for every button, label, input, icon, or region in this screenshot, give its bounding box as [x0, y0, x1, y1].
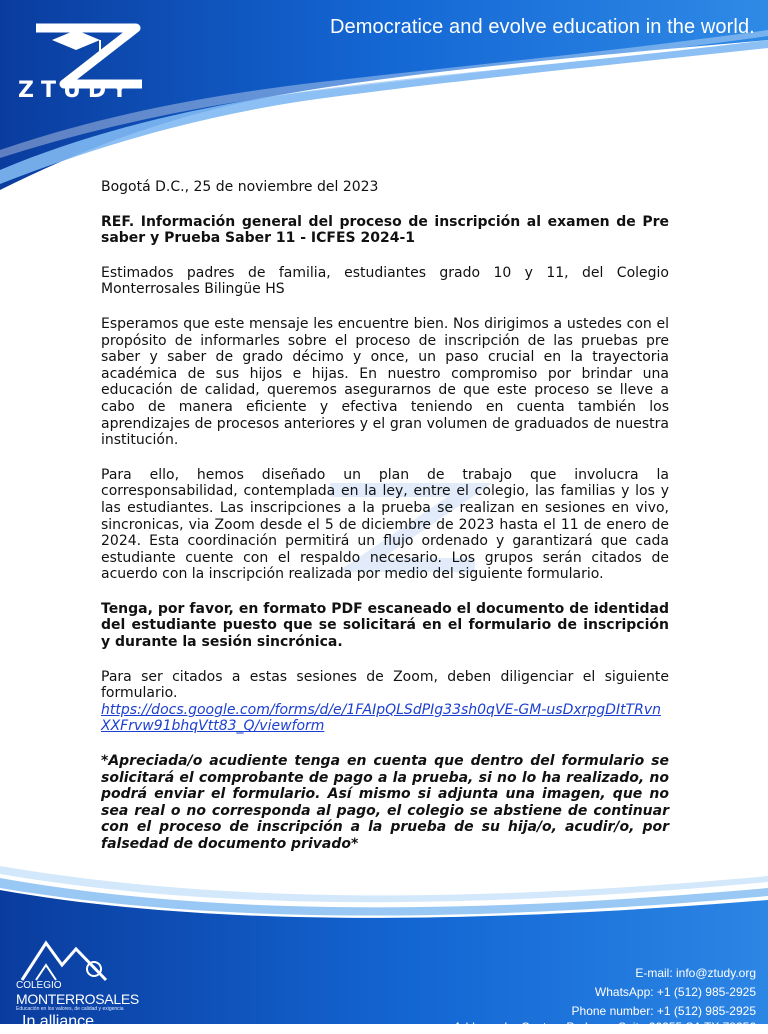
letter-paragraph-plan: Para ello, hemos diseñado un plan de trabajo que involucra la corresponsabilidad, contemplada en la ley, entre el colegio, las familias y los y las estudiantes. Las inscripciones a la prueba se realizan en sesiones en vivo, sincronicas, via Zoom desde el 5 de diciembre de 2023 hasta el 11 de enero de 2024. Esta coordinación permitirá un flujo ordenado y garantizará que cada estudiante cuente con el respaldo necesario. Los grupos serán citados de acuerdo con la inscripción realizada por medio del siguiente formulario. — [101, 466, 669, 583]
ztudy-logo-text: ZTUDY — [18, 78, 135, 103]
school-name: MONTERROSALES — [16, 991, 139, 1007]
letter-zoom-instructions: Para ser citados a estas sesiones de Zoom, deben diligenciar el siguiente formulario. — [101, 668, 669, 702]
letter-salutation: Estimados padres de familia, estudiantes grado 10 y 11, del Colegio Monterrosales Bilingüe HS — [101, 264, 669, 298]
letter-reference: REF. Información general del proceso de inscripción al examen de Pre saber y Prueba Saber 11 - ICFES 2024-1 — [101, 213, 669, 247]
school-tagline: Educación en los valores, de calidad y exigencia — [16, 1006, 124, 1012]
header-tagline: Democratice and evolve education in the world. — [330, 16, 755, 38]
letter-id-document-notice: Tenga, por favor, en formato PDF escaneado el documento de identidad del estudiante puesto que se solicitará en el formulario de inscripción y durante la sesión sincrónica. — [101, 600, 669, 651]
contact-whatsapp[interactable]: WhatsApp: +1 (512) 985-2925 — [594, 985, 756, 999]
letter-payment-note: *Apreciada/o acudiente tenga en cuenta que dentro del formulario se solicitará el comprobante de pago a la prueba, si no lo ha realizado, no podrá enviar el formulario. Así mismo si adjunta una imagen, que no sea real o no corresponda al pago, el colegio se abstiene de continuar con el proceso de inscripción a la prueba de su hija/o, acudir/o, por falsedad de documento privado* — [101, 753, 669, 852]
form-link[interactable]: https://docs.google.com/forms/d/e/1FAIpQLSdPIg33sh0qVE-GM-usDxrpgDItTRvnXXFrvw91bhqVtt83_Q/viewform — [101, 701, 661, 735]
contact-address: Address: Lo Century Parkway, Suite 20255 SA TX 78256 — [453, 1020, 756, 1034]
contact-email[interactable]: E-mail: info@ztudy.org — [635, 966, 756, 980]
alliance-text: In alliance — [22, 1013, 95, 1030]
letter-body — [101, 179, 669, 853]
letter-paragraph-intro: Esperamos que este mensaje les encuentre bien. Nos dirigimos a ustedes con el propósito de informarles sobre el proceso de inscripción de las pruebas pre saber y saber de grado décimo y once, un paso crucial en la trayectoria académica de sus hijos e hijas. En nuestro compromiso por brindar una educación de calidad, queremos asegurarnos de que este proceso se lleve a cabo de manera eficiente y efectiva teniendo en cuenta también los aprendizajes de procesos anteriores y el gran volumen de graduados de nuestra institución. — [101, 315, 669, 449]
school-label: COLEGIO — [16, 980, 62, 991]
contact-phone[interactable]: Phone number: +1 (512) 985-2925 — [571, 1004, 756, 1018]
letter-date: Bogotá D.C., 25 de noviembre del 2023 — [101, 179, 379, 195]
